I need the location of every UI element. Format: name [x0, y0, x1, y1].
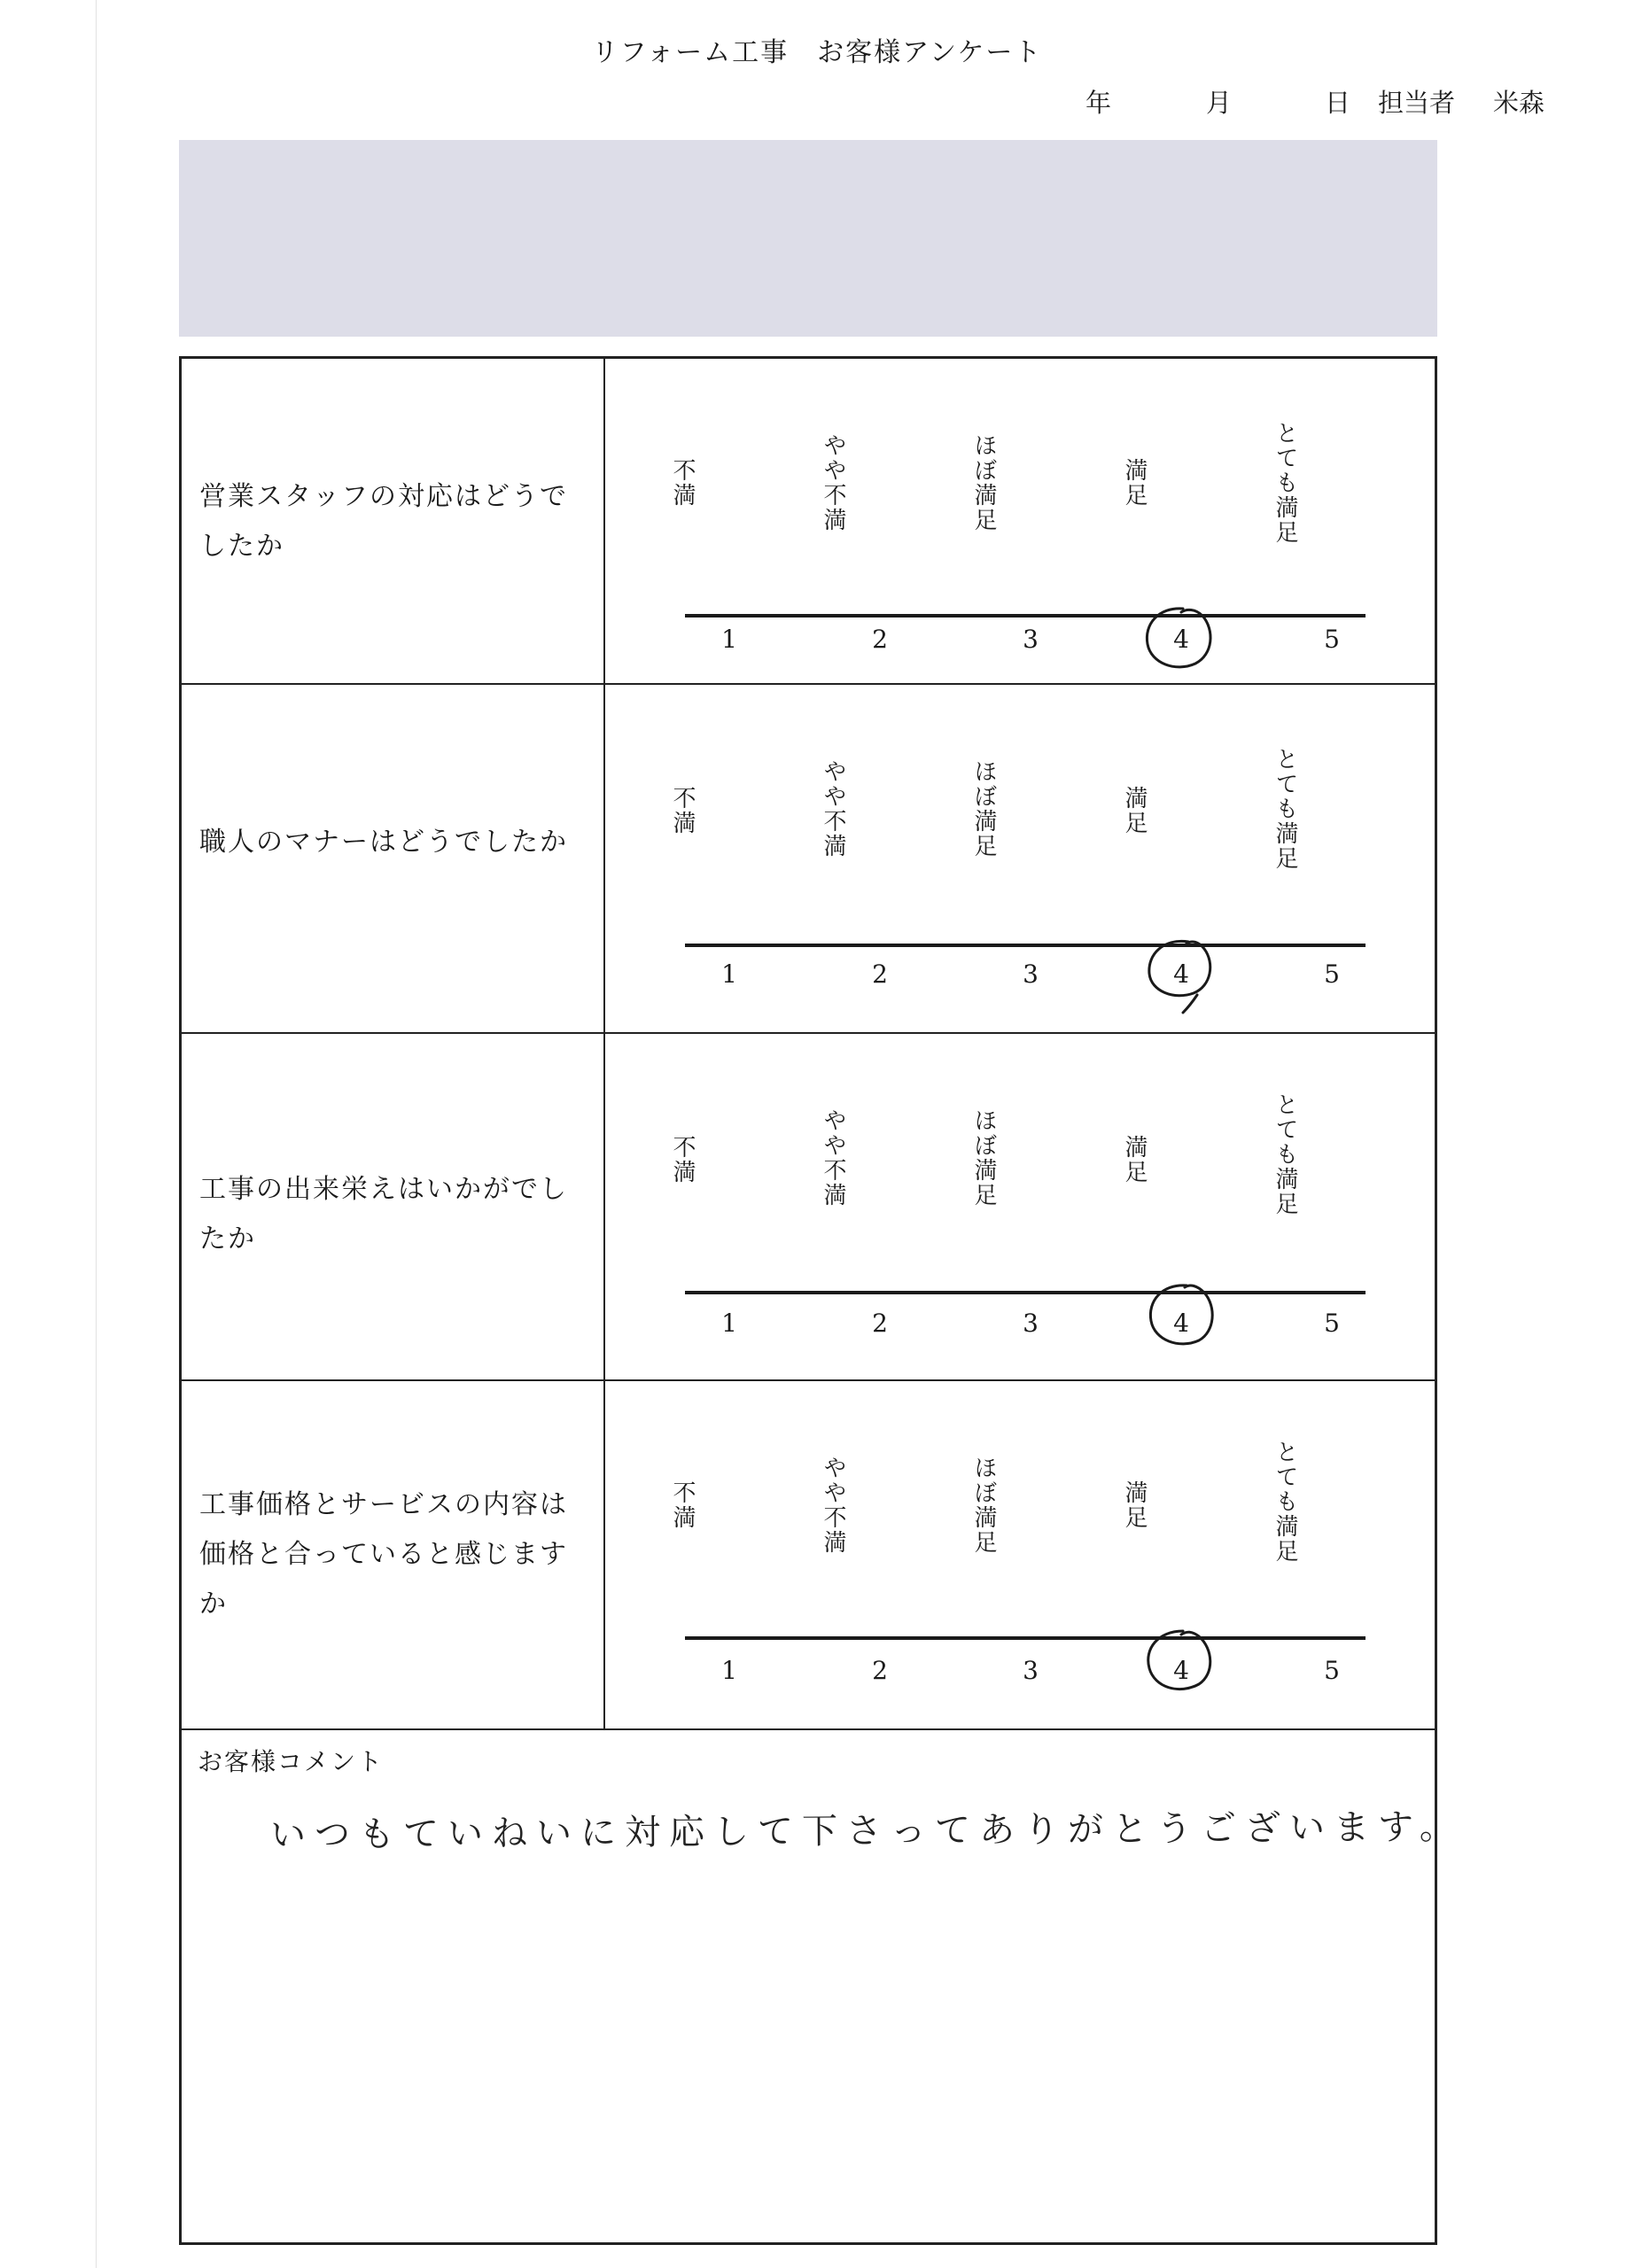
scale-number[interactable]: 5	[1324, 1309, 1340, 1338]
year-label: 年	[1085, 88, 1112, 118]
question-text: 工事の出来栄えはいかがでしたか	[199, 1174, 568, 1254]
rating-scale	[605, 1034, 1435, 1379]
scale-number[interactable]: 4	[1173, 1656, 1189, 1685]
selection-circle-mark	[1140, 1627, 1215, 1695]
comment-section	[182, 1730, 1464, 2242]
scale-label: とても満足	[1272, 1440, 1298, 1564]
date-staff-line	[1085, 83, 1582, 119]
scale-label: 満足	[1121, 786, 1148, 835]
scale-number[interactable]: 3	[1023, 1656, 1039, 1685]
scale-number[interactable]: 2	[872, 625, 888, 654]
month-label: 月	[1206, 88, 1233, 118]
scale-line	[685, 1291, 1366, 1294]
survey-title: リフォーム工事 お客様アンケート	[591, 37, 1043, 68]
handwritten-comment: いつもていねいに対応して下さってありがとうございます。	[269, 1806, 1464, 1856]
scale-label: ほぼ満足	[970, 1456, 997, 1555]
scale-number[interactable]: 2	[872, 1309, 888, 1338]
scale-number[interactable]: 2	[872, 1656, 888, 1685]
question-text: 職人のマナーはどうでしたか	[199, 827, 568, 858]
question-row	[182, 685, 1435, 1034]
staff-label: 担当者	[1378, 88, 1456, 118]
question-text: 工事価格とサービスの内容は価格と合っていると感じますか	[199, 1489, 568, 1619]
scale-label: やや不満	[820, 1456, 846, 1555]
rating-scale	[605, 359, 1435, 683]
scale-label: 不満	[669, 1135, 696, 1184]
scale-number[interactable]: 1	[721, 959, 737, 989]
scale-label: とても満足	[1272, 421, 1298, 545]
question-row	[182, 1381, 1435, 1730]
scale-number[interactable]: 4	[1173, 1309, 1189, 1338]
scale-number[interactable]: 2	[872, 959, 888, 989]
scale-label: ほぼ満足	[970, 433, 997, 532]
selection-circle-mark	[1142, 936, 1217, 1004]
scale-label: ほぼ満足	[970, 1108, 997, 1208]
scale-number[interactable]: 1	[721, 1309, 737, 1338]
selection-circle-mark	[1142, 1282, 1217, 1349]
scale-label: やや不満	[820, 759, 846, 858]
scale-label: 満足	[1121, 1135, 1148, 1184]
survey-form	[179, 356, 1464, 2245]
page-edge	[96, 0, 97, 2268]
scale-label: 不満	[669, 786, 696, 835]
rating-scale	[605, 685, 1435, 1032]
scale-number[interactable]: 5	[1324, 1656, 1340, 1685]
comment-label: お客様コメント	[198, 1747, 385, 1776]
scale-label: 満足	[1121, 1480, 1148, 1530]
scale-number[interactable]: 5	[1324, 625, 1340, 654]
scale-label: ほぼ満足	[970, 759, 997, 858]
scale-label: 満足	[1121, 458, 1148, 508]
scale-number[interactable]: 5	[1324, 959, 1340, 989]
redacted-customer-area	[179, 140, 1437, 337]
scale-number[interactable]: 4	[1173, 625, 1189, 654]
scale-label: 不満	[669, 458, 696, 508]
scale-number[interactable]: 3	[1023, 1309, 1039, 1338]
scale-line	[685, 944, 1366, 947]
scale-label: とても満足	[1272, 747, 1298, 871]
question-cell	[182, 1381, 605, 1728]
scale-label: とても満足	[1272, 1092, 1298, 1216]
scale-number[interactable]: 3	[1023, 625, 1039, 654]
question-cell	[182, 685, 605, 1032]
day-label: 日	[1325, 88, 1351, 118]
question-row	[182, 1034, 1435, 1381]
scale-label: やや不満	[820, 1108, 846, 1208]
question-text: 営業スタッフの対応はどうでしたか	[199, 481, 568, 562]
scale-number[interactable]: 3	[1023, 959, 1039, 989]
selection-circle-mark	[1140, 605, 1215, 672]
scale-number[interactable]: 1	[721, 625, 737, 654]
scale-label: 不満	[669, 1480, 696, 1530]
question-row	[182, 359, 1435, 685]
staff-name: 米森	[1493, 88, 1545, 118]
scale-number[interactable]: 1	[721, 1656, 737, 1685]
scale-label: やや不満	[820, 433, 846, 532]
scale-number[interactable]: 4	[1173, 959, 1189, 989]
rating-scale	[605, 1381, 1435, 1728]
scale-line	[685, 614, 1366, 617]
question-cell	[182, 1034, 605, 1379]
question-cell	[182, 359, 605, 683]
scale-line	[685, 1636, 1366, 1640]
